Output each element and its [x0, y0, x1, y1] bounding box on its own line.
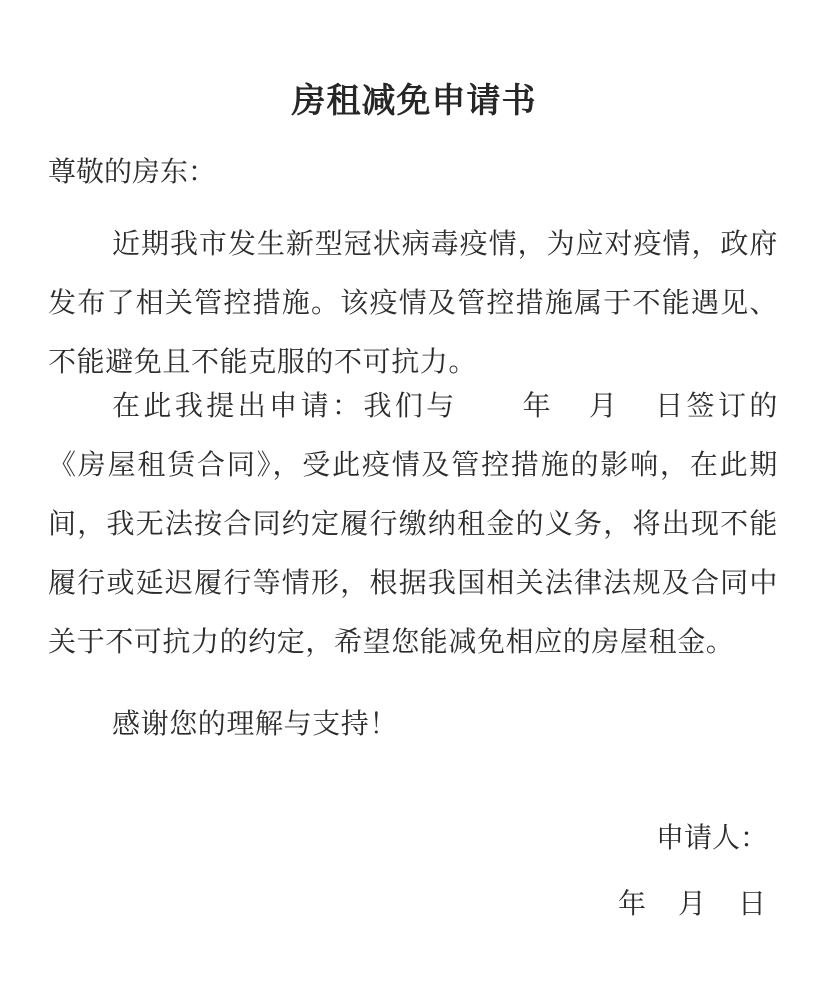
application-body: 日签订的《房屋租赁合同》，受此疫情及管控措施的影响，在此期间，我无法按合同约定履行缴纳租金的义务，将出现不能履行或延迟履行等情形，根据我国相关法律法规及合同中关于不可抗力的约定，希望您能减免相应的房屋租金。 [48, 389, 778, 658]
paragraph-epidemic-notice: 近期我市发生新型冠状病毒疫情，为应对疫情，政府发布了相关管控措施。该疫情及管控措施属于不能遇见、不能避免且不能克服的不可抗力。 [48, 227, 778, 378]
signature-day: 日 [738, 887, 767, 920]
applicant-label: 申请人： [655, 821, 768, 854]
document-title: 房租减免申请书 [291, 81, 537, 121]
paragraph-thanks: 感谢您的理解与支持！ [112, 707, 399, 740]
salutation: 尊敬的房东： [48, 155, 217, 188]
contract-month-label: 月 [586, 389, 621, 422]
signature-year: 年 [618, 887, 647, 920]
signature-date [618, 884, 766, 924]
contract-year-label: 年 [519, 389, 554, 422]
paragraph-application [48, 376, 778, 671]
application-intro: 在此我提出申请：我们与 [112, 389, 458, 422]
signature-month: 月 [678, 887, 707, 920]
